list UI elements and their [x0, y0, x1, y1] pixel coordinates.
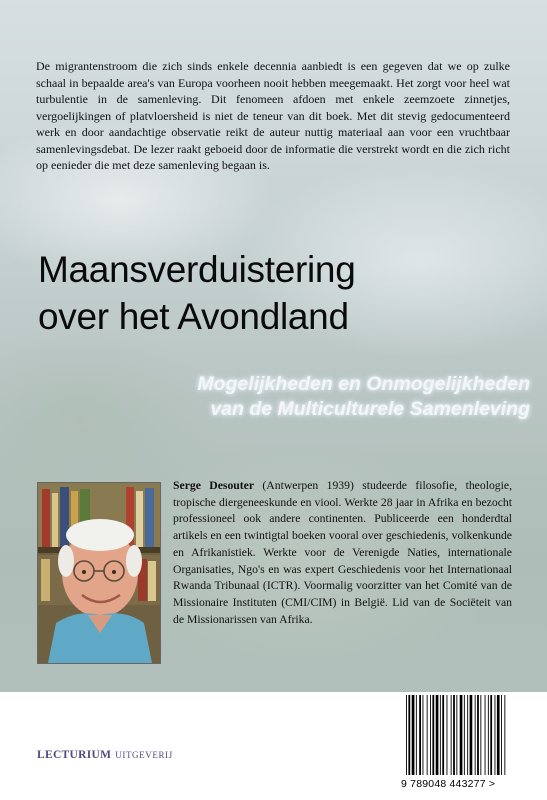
barcode-bar — [497, 695, 500, 775]
barcode-bar — [470, 695, 473, 775]
barcode-bar — [477, 695, 479, 775]
barcode-bar — [430, 695, 431, 775]
publisher-logo — [37, 749, 173, 761]
barcode-bar — [501, 695, 502, 775]
barcode-bar — [419, 695, 421, 775]
barcode-bar — [408, 695, 410, 775]
barcode-bar — [467, 695, 468, 775]
barcode-bar — [440, 695, 441, 775]
barcode-bar — [495, 695, 496, 775]
barcode-bar — [464, 695, 465, 775]
barcode-bar — [427, 695, 428, 775]
isbn-barcode — [405, 695, 525, 775]
isbn-number: 9 789048 443277 > — [401, 778, 496, 790]
book-title — [38, 246, 518, 340]
barcode-bar — [436, 695, 439, 775]
author-photo — [37, 482, 161, 664]
book-title-line-2: over het Avondland — [38, 296, 349, 337]
barcode-bar — [456, 695, 457, 775]
barcode-bar — [480, 695, 481, 775]
author-name: Serge Desouter — [173, 479, 255, 492]
book-title-line-1: Maansverduistering — [38, 249, 356, 290]
cover-footer — [0, 692, 547, 800]
barcode-bar — [460, 695, 463, 775]
barcode-bar — [485, 695, 486, 775]
barcode-bar — [490, 695, 492, 775]
author-portrait-image — [38, 483, 160, 663]
barcode-bar — [442, 695, 444, 775]
barcode-bar — [453, 695, 455, 775]
author-bio — [173, 478, 512, 628]
barcode-bar — [412, 695, 415, 775]
book-subtitle-line-1: Mogelijkheden en Onmogelijkheden — [197, 373, 530, 395]
publisher-label: UITGEVERIJ — [115, 750, 173, 760]
barcode-bar — [451, 695, 452, 775]
barcode-bar — [475, 695, 476, 775]
author-bio-text: (Antwerpen 1939) studeerde filosofie, theologie, tropische diergeneeskunde en viool. Werkte 28 jaar in Afrika en bezocht professioneel ook andere continenten. Publiceerde een honderdtal artikels en een twintigtal boeken vooral over geschiedenis, volkenkunde en Afrikanistiek. Werkte voor de Verenigde Naties, internationale Organisaties, Ngo's en was expert Geschiedenis voor het Internationaal Rwanda Tribunaal (ICTR). Voormalig voorzitter van het Comité van de Missionaire Instituten (CMI/CIM) in België. Lid van de Sociëteit van de Missionarissen van Afrika. — [173, 479, 512, 626]
barcode-bar — [447, 695, 448, 775]
barcode-bar — [504, 695, 505, 775]
barcode-bar — [416, 695, 417, 775]
cover-blurb: De migrantenstroom die zich sinds enkele decennia aanbiedt is een gegeven dat we op zulke schaal in bepaalde area's van Europa voorheen nooit hebben meegemaakt. Het zorgt voor heel wat turbulentie in de samenleving. Dit fenomeen afdoen met enkele zeemzoete zinnetjes, vergoelijkingen of platvloersheid is niet de teneur van dit boek. Met dit stevig gedocumenteerd werk en door aandachtige observatie reikt de auteur nuttig materiaal aan voor een vruchtbaar samenlevingsdebat. De lezer raakt geboeid door de informatie die verstrekt wordt en die zich richt op eenieder die met deze samenleving begaan is. — [36, 59, 510, 172]
book-subtitle-line-2: van de Multiculturele Samenleving — [210, 398, 530, 420]
publisher-name: LECTURIUM — [37, 749, 112, 761]
barcode-bar — [432, 695, 434, 775]
barcode-bar — [423, 695, 424, 775]
barcode-bar — [406, 695, 407, 775]
barcode-bar — [488, 695, 489, 775]
book-subtitle — [40, 372, 530, 422]
